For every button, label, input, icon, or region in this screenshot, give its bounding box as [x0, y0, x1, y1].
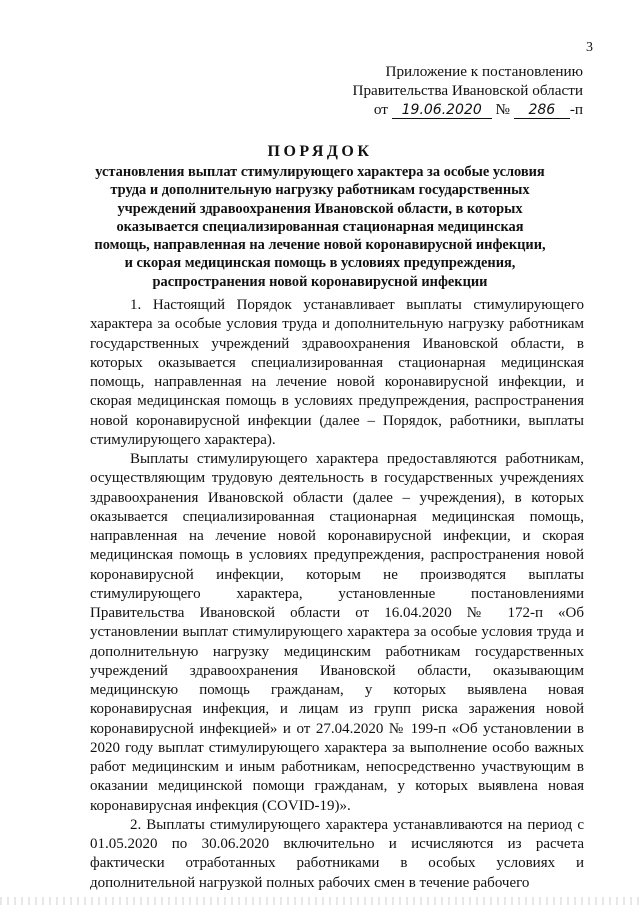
document-subtitle: установления выплат стимулирующего характера за особые условия труда и дополнительную нагрузку работникам государственных учреждений здравоохранения Ивановской области, в которых оказывается специализированная стационарная медицинская помощь, направленная на лечение новой коронавирусной инфекции, и скорая медицинская помощь в условиях предупреждения, распространения новой коронавирусной инфекции	[94, 164, 546, 290]
paragraph-1: 1. Настоящий Порядок устанавливает выплаты стимулирующего характера за особые условия труда и дополнительную нагрузку работникам государственных учреждений здравоохранения Ивановской области, в которых оказывается специализированная стационарная медицинская помощь, направленная на лечение новой коронавирусной инфекции, и скорая медицинская помощь в условиях предупреждения, распространения новой коронавирусной инфекции (далее – Порядок, работники, выплаты стимулирующего характера).	[90, 297, 584, 448]
appendix-line-2: Правительства Ивановской области	[352, 82, 583, 99]
handwritten-number: 286	[514, 102, 570, 119]
handwritten-date: 19.06.2020	[392, 102, 492, 119]
number-label: №	[495, 101, 511, 118]
scan-artifact-line	[0, 897, 640, 905]
from-label: от	[373, 101, 388, 118]
paragraph-3: 2. Выплаты стимулирующего характера устанавливаются на период с 01.05.2020 по 30.06.2020 включительно и исчисляются из расчета фактически отработанных работниками в особых условиях и дополнительной нагрузкой полных рабочих смен в течение рабочего	[90, 816, 584, 891]
page-number: 3	[586, 40, 593, 55]
appendix-line-3	[283, 100, 583, 119]
document-title: ПОРЯДОК	[267, 143, 373, 160]
number-suffix: -п	[569, 101, 583, 118]
paragraph-2: Выплаты стимулирующего характера предоставляются работникам, осуществляющим трудовую деятельность в государственных учреждениях здравоохранения Ивановской области (далее – учреждения), в которых оказывается специализированная стационарная медицинская помощь, направленная на лечение новой коронавирусной инфекции, и скорая медицинская помощь в условиях предупреждения, распространения новой коронавирусной инфекции, которым не производятся выплаты стимулирующего характера, установленные постановлениями Правительства Ивановской области от 16.04.2020 № 172-п «Об установлении выплат стимулирующего характера за особые условия труда и дополнительную нагрузку медицинским работникам государственных учреждений здравоохранения Ивановской области, оказывающим медицинскую помощь гражданам, у которых выявлена новая коронавирусная инфекция, и лицам из групп риска заражения новой коронавирусной инфекцией» и от 27.04.2020 № 199-п «Об установлении в 2020 году выплат стимулирующего характера за выполнение особо важных работ медицинским и иным работникам, непосредственно участвующим в оказании медицинской помощи гражданам, у которых выявлена новая коронавирусная инфекция (COVID-19)».	[90, 451, 584, 814]
appendix-block	[283, 62, 583, 119]
appendix-line-1: Приложение к постановлению	[385, 63, 583, 80]
document-body	[90, 296, 584, 893]
